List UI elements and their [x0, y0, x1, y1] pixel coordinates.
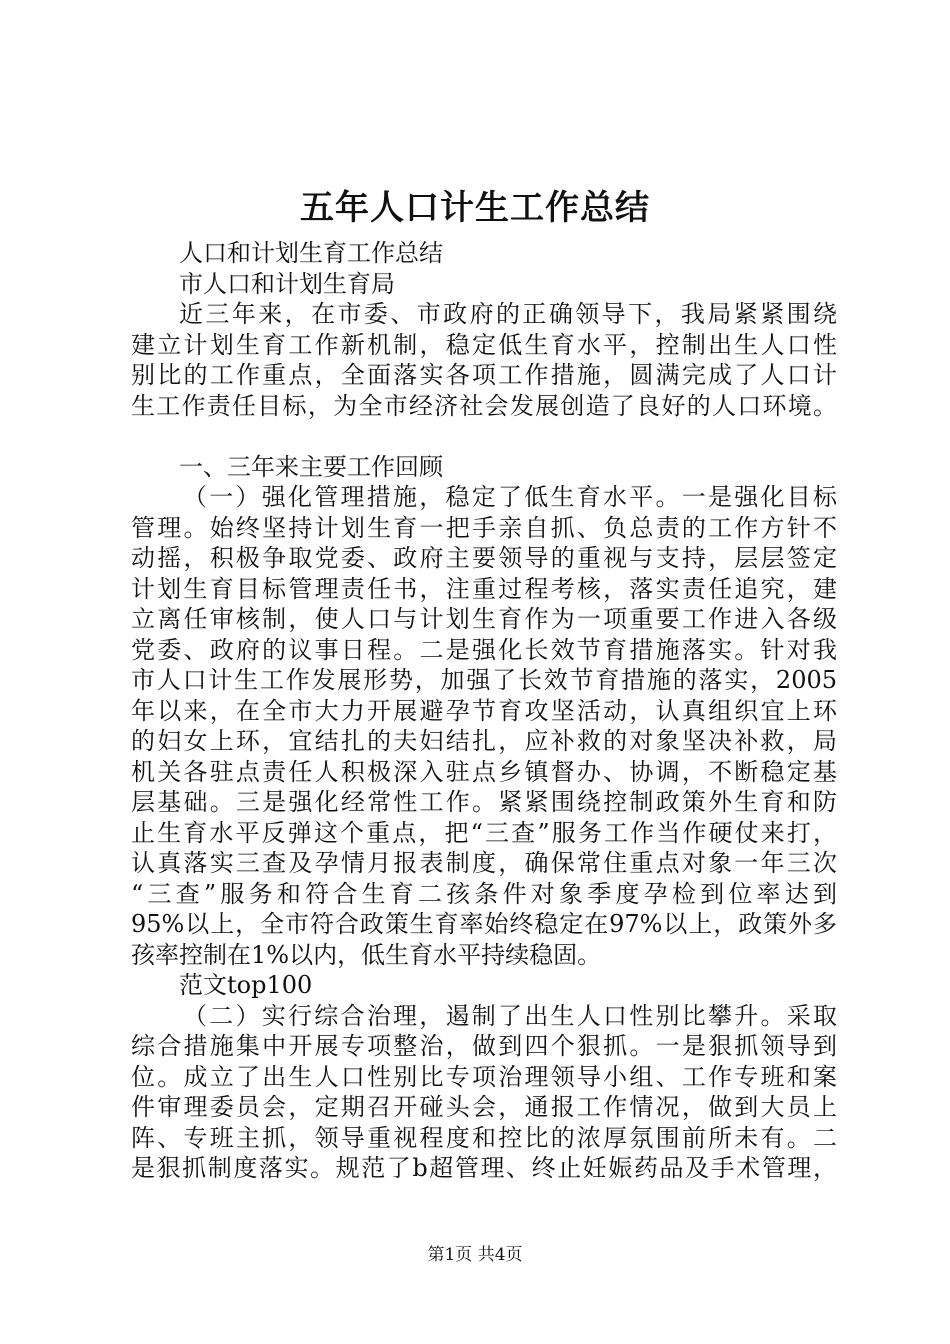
author-line: 市人口和计划生育局 — [179, 269, 395, 298]
paragraph-line: 95%以上，全市符合政策生育率始终稳定在97%以上，政策外多 — [131, 910, 837, 938]
paragraph-line: “三查”服务和符合生育二孩条件对象季度孕检到位率达到 — [131, 879, 837, 908]
paragraph-line: 是狠抓制度落实。规范了b超管理、终止妊娠药品及手术管理， — [131, 1154, 837, 1182]
page-number: 第1页 共4页 — [427, 1245, 523, 1265]
paragraph-spacer — [131, 421, 837, 452]
paragraph-line: 近三年来，在市委、市政府的正确领导下，我局紧紧围绕 — [179, 300, 837, 328]
paragraph-line: 件审理委员会，定期召开碰头会，通报工作情况，做到大员上 — [131, 1093, 837, 1121]
paragraph-line: 认真落实三查及孕情月报表制度，确保常住重点对象一年三次 — [131, 849, 837, 877]
paragraph-line: 年以来，在全市大力开展避孕节育攻坚活动，认真组织宜上环 — [131, 696, 837, 725]
paragraph-line: 市人口计生工作发展形势，加强了长效节育措施的落实，2005 — [131, 666, 837, 694]
paragraph-line: 立离任审核制，使人口与计划生育作为一项重要工作进入各级 — [131, 605, 837, 633]
subtitle-line: 人口和计划生育工作总结 — [179, 239, 443, 267]
paragraph-line: 管理。始终坚持计划生育一把手亲自抓、负总责的工作方针不 — [131, 513, 837, 542]
paragraph-line: 孩率控制在1%以内，低生育水平持续稳固。 — [131, 940, 602, 969]
document-title: 五年人口计生工作总结 — [300, 188, 650, 228]
paragraph-line: 层基础。三是强化经常性工作。紧紧围绕控制政策外生育和防 — [131, 788, 837, 816]
document-body — [131, 238, 837, 1184]
paragraph-line: 止生育水平反弹这个重点，把“三查”服务工作当作硬仗来打， — [131, 818, 837, 847]
paragraph-line: 的妇女上环，宜结扎的夫妇结扎，应补救的对象坚决补救，局 — [131, 727, 837, 755]
watermark-line: 范文top100 — [179, 971, 313, 999]
paragraph-line: 动摇，积极争取党委、政府主要领导的重视与支持，层层签定 — [131, 544, 837, 572]
paragraph-line: 机关各驻点责任人积极深入驻点乡镇督办、协调，不断稳定基 — [131, 757, 837, 786]
paragraph-line: 建立计划生育工作新机制，稳定低生育水平，控制出生人口性 — [131, 330, 837, 359]
paragraph-line: 别比的工作重点，全面落实各项工作措施，圆满完成了人口计 — [131, 361, 837, 389]
paragraph-line: 综合措施集中开展专项整治，做到四个狠抓。一是狠抓领导到 — [131, 1032, 837, 1060]
paragraph-line: （一）强化管理措施，稳定了低生育水平。一是强化目标 — [183, 483, 837, 511]
section-heading: 一、三年来主要工作回顾 — [179, 452, 443, 481]
paragraph-line: 阵、专班主抓，领导重视程度和控比的浓厚氛围前所未有。二 — [131, 1123, 837, 1152]
paragraph-line: 生工作责任目标，为全市经济社会发展创造了良好的人口环境。 — [131, 391, 837, 420]
paragraph-line: 党委、政府的议事日程。二是强化长效节育措施落实。针对我 — [131, 635, 837, 664]
paragraph-line: 位。成立了出生人口性别比专项治理领导小组、工作专班和案 — [131, 1062, 837, 1091]
paragraph-line: 计划生育目标管理责任书，注重过程考核，落实责任追究，建 — [131, 574, 837, 603]
paragraph-line: （二）实行综合治理，遏制了出生人口性别比攀升。采取 — [183, 1001, 837, 1030]
